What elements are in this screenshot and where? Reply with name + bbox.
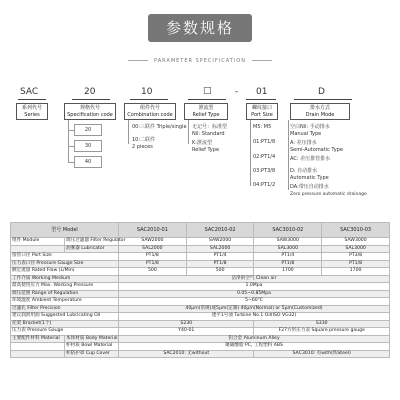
table-header-cell: SAC3010-02 (254, 223, 322, 238)
table-cell: PT1/8 (186, 260, 254, 268)
code-underline (188, 99, 226, 100)
table-row (11, 313, 390, 321)
combination-option: 00:三联件 Triple/single (132, 124, 187, 130)
table-cell: SAC3010: 有with(铁Steel) (254, 350, 390, 358)
port-connector (250, 120, 251, 186)
table-row (11, 268, 390, 276)
table-row (11, 275, 390, 283)
relief-option: K:泄流型 Relief Type (192, 140, 220, 153)
table-cell: 托架 Bracket(1个) (11, 320, 119, 328)
page-title: 参数规格 (148, 14, 252, 42)
table-cell: 本体材质 Body Material (66, 335, 118, 341)
table-cell: PT1/4 (186, 253, 254, 261)
code-seg-combination: 10 (141, 87, 153, 97)
table-cell: SAW3000 (322, 238, 390, 246)
table-cell: PT1/8 (254, 260, 322, 268)
table-cell: SAL2000 (186, 245, 254, 253)
relief-option: 无记号：标准型 Nil: Standard (192, 124, 228, 137)
table-cell: 压力表 Pressure Gauge (11, 328, 119, 336)
drain-option: D: 自动排水 Automatic Type (290, 168, 329, 181)
code-seg-port: 01 (256, 87, 268, 97)
table-cell: 1700 (254, 268, 322, 276)
table-cell: 0.05~0.85Mpa (119, 290, 390, 298)
code-seg-dash: - (235, 87, 239, 97)
code-seg-spec: 20 (84, 87, 96, 97)
table-cell: 调压过滤器 Filter Regulator (66, 238, 126, 244)
table-cell: 最高使用压力 Max. Working Pressure (11, 283, 119, 291)
port-option: M5: M5 (253, 124, 272, 130)
drain-connector (288, 120, 289, 190)
series-box: 系列代号 Series (16, 103, 48, 120)
table-header-cell: 型号 Model (11, 223, 119, 238)
table-row (11, 320, 390, 328)
table-cell: 40μm(常规)或5μm(定制) 40μm(Normal) or 5μm(Customized) (119, 305, 390, 313)
table-cell: SAL2000 (119, 245, 187, 253)
table-row (11, 305, 390, 313)
table-cell: PT1/8 (119, 260, 187, 268)
table-cell: 杯防护罩 Cup Cover (65, 350, 119, 358)
table-cell: 杯材质 Bowl Material (65, 343, 119, 351)
table-cell: Y40-01 (119, 328, 254, 336)
table-row (11, 298, 390, 306)
table-cell: 1.0Mpa (119, 283, 390, 291)
code-underline (294, 99, 352, 100)
table-row (11, 245, 390, 253)
table-cell: 接管口径 Port Size (11, 253, 119, 261)
table-cell: S230 (119, 320, 254, 328)
table-row (11, 238, 390, 246)
table-cell (11, 245, 65, 253)
table-cell: SAL3000 (254, 245, 322, 253)
code-seg-drain: D (318, 87, 325, 97)
port-size-box: 螺纹接口 Port Size (246, 103, 278, 120)
table-cell: 铝合金 Aluminum Alley (119, 335, 390, 343)
spec-option: 20 (74, 124, 102, 136)
code-underline (130, 99, 168, 100)
table-cell: 调压范围 Range of Regulation (11, 290, 119, 298)
table-cell (11, 350, 65, 358)
table-cell: 组件 Module (11, 238, 65, 246)
table-cell: 透平1号油 Turbine No.1 Oil(ISO VG32) (119, 313, 390, 321)
code-underline (246, 99, 276, 100)
relief-connector (188, 120, 189, 144)
table-cell: 主要配件材料 Material (11, 335, 65, 343)
table-cell: 聚碳酸脂 PC, 工程塑料 ABS (119, 343, 390, 351)
table-header-cell: SAC3010-03 (322, 223, 390, 238)
spec-connector (68, 120, 69, 163)
table-cell: SAL3000 (322, 245, 390, 253)
table-cell: 5~60℃ (119, 298, 390, 306)
table-cell (11, 343, 65, 351)
table-row (11, 343, 390, 351)
table-cell: 环境温度 Ambient Temperature (11, 298, 119, 306)
table-cell: 建议润滑用油 Suggested Lubricating Oil (11, 313, 119, 321)
table-cell: 500 (186, 268, 254, 276)
table-header-cell: SAC2010-02 (186, 223, 254, 238)
combination-connector (128, 120, 129, 144)
port-option: 03:PT3/8 (253, 168, 276, 174)
spec-table-body (11, 223, 390, 358)
table-cell: F27方形压力表 Square pressure gauge (254, 328, 390, 336)
spec-option: 30 (74, 140, 102, 152)
table-row (11, 253, 390, 261)
table-cell: SAW2000 (186, 238, 254, 246)
table-cell: SAC2010: 无without (119, 350, 254, 358)
table-cell: PT1/4 (254, 253, 322, 261)
table-cell: 过滤孔 Filter Precision (11, 305, 119, 313)
table-cell: S330 (254, 320, 390, 328)
code-seg-series: SAC (20, 87, 39, 97)
table-cell: 油雾器 Lubricator (65, 245, 119, 253)
spec-option: 40 (74, 156, 102, 168)
drain-mode-box: 排水方式 Drain Mode (290, 103, 350, 120)
port-option: 04:PT1/2 (253, 182, 276, 188)
table-cell: 额定流量 Rated Flow (L/Min) (11, 268, 119, 276)
table-cell: PT1/8 (322, 260, 390, 268)
table-row (11, 335, 390, 343)
code-underline (18, 99, 46, 100)
table-header-cell: SAC2010-01 (119, 223, 187, 238)
table-row (11, 260, 390, 268)
table-cell: PT3/8 (322, 253, 390, 261)
spec-code-box: 规格代号 Specification code (64, 103, 116, 120)
table-row (11, 283, 390, 291)
table-cell: SAW2000 (119, 238, 187, 246)
drain-option: AC: 差压排管排水 (290, 156, 331, 162)
table-cell: 压力表口径 Pressure Gauge Size (11, 260, 119, 268)
table-cell: PT1/8 (119, 253, 187, 261)
relief-type-box: 泄流型 Relief Type (184, 103, 228, 120)
table-cell: 500 (119, 268, 187, 276)
table-row (11, 290, 390, 298)
page-subtitle: PARAMETER SPECIFICATION (0, 58, 400, 64)
table-cell: 洁净的空气 Clean air (119, 275, 390, 283)
port-option: 01:PT1/8 (253, 139, 276, 145)
drain-option: A: 差压排水 Semi-Automatic Type (290, 140, 343, 153)
drain-option: DA:带压自动排水 Zero pressure automatic drainage (290, 184, 367, 197)
table-row (11, 350, 390, 358)
combination-code-box: 组件代号 Combination code (124, 103, 176, 120)
table-cell: SAW3000 (254, 238, 322, 246)
table-cell: 1700 (322, 268, 390, 276)
table-row (11, 328, 390, 336)
spec-table (10, 222, 390, 358)
code-seg-relief: □ (203, 86, 212, 96)
code-underline (72, 99, 110, 100)
table-cell: 工作介质 Working Medium (11, 275, 119, 283)
combination-option: 10:二联件 2 pieces (132, 137, 156, 150)
port-option: 02:PT1/4 (253, 154, 276, 160)
table-header-row (11, 223, 390, 238)
drain-option: 空白Nil: 手动排水 Manual Type (290, 124, 330, 137)
